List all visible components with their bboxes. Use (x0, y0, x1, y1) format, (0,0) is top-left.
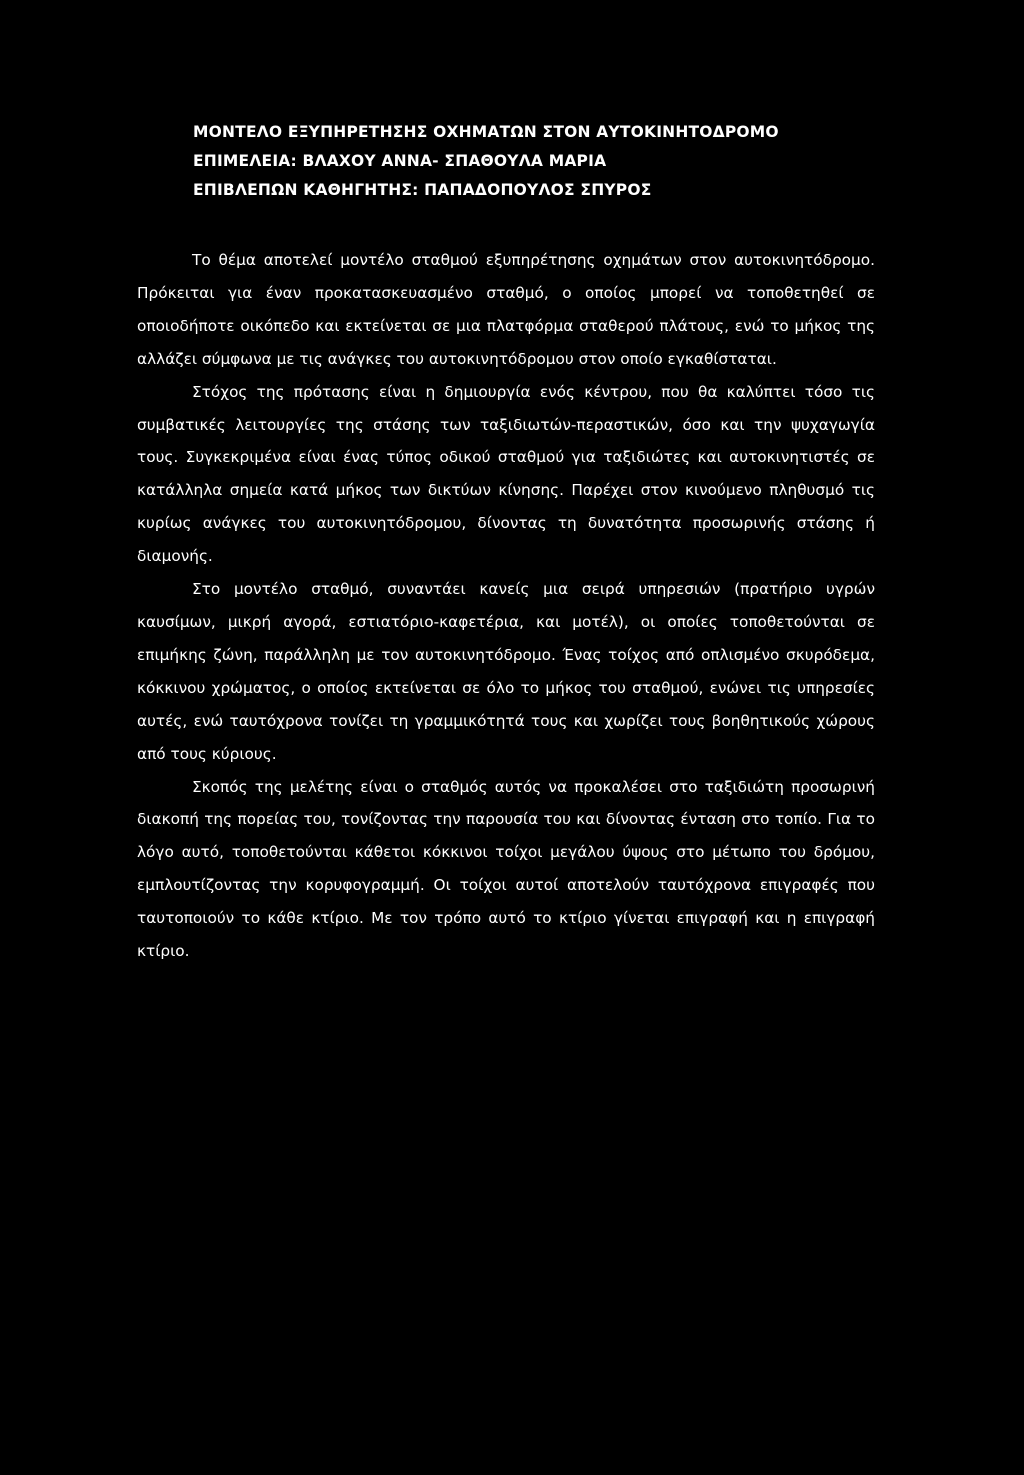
paragraph-4: Σκοπός της μελέτης είναι ο σταθμός αυτός να προκαλέσει στο ταξιδιώτη προσωρινή διακοπή της πορείας του, τονίζοντας την παρουσία του και δίνοντας ένταση στο τοπίο. Για το λόγο αυτό, τοποθετούνται κάθετοι κόκκινοι τοίχοι μεγάλου ύψους στο μέτωπο του δρόμου, εμπλουτίζοντας την κορυφογραμμή. Οι τοίχοι αυτοί αποτελούν ταυτόχρονα επιγραφές που ταυτοποιούν το κάθε κτίριο. Με τον τρόπο αυτό το κτίριο γίνεται επιγραφή και η επιγραφή κτίριο. (137, 777, 875, 961)
document-title: ΜΟΝΤΕΛΟ ΕΞΥΠΗΡΕΤΗΣΗΣ ΟΧΗΜΑΤΩΝ ΣΤΟΝ ΑΥΤΟΚΙΝΗΤΟΔΡΟΜΟ (193, 123, 779, 141)
document-header (193, 118, 893, 205)
authors-line: ΕΠΙΜΕΛΕΙΑ: ΒΛΑΧΟΥ ΑΝΝΑ- ΣΠΑΘΟΥΛΑ ΜΑΡΙΑ (193, 152, 607, 170)
paragraph-3: Στο μοντέλο σταθμό, συναντάει κανείς μια σειρά υπηρεσιών (πρατήριο υγρών καυσίμων, μικρή αγορά, εστιατόριο-καφετέρια, και μοτέλ), οι οποίες τοποθετούνται σε επιμήκης ζώνη, παράλληλη με τον αυτοκινητόδρομο. Ένας τοίχος από οπλισμένο σκυρόδεμα, κόκκινου χρώματος, ο οποίος εκτείνεται σε όλο το μήκος του σταθμού, ενώνει τις υπηρεσίες αυτές, ενώ ταυτόχρονα τονίζει τη γραμμικότητά τους και χωρίζει τους βοηθητικούς χώρους από τους κύριους. (137, 580, 875, 763)
paragraph-2: Στόχος της πρότασης είναι η δημιουργία ενός κέντρου, που θα καλύπτει τόσο τις συμβατικές λειτουργίες της στάσης των ταξιδιωτών-περαστικών, όσο και την ψυχαγωγία τους. Συγκεκριμένα είναι ένας τύπος οδικού σταθμού για ταξιδιώτες και αυτοκινητιστές σε κατάλληλα σημεία κατά μήκος των δικτύων κίνησης. Παρέχει στον κινούμενο πληθυσμό τις κυρίως ανάγκες του αυτοκινητόδρομου, δίνοντας τη δυνατότητα προσωρινής στάσης ή διαμονής. (137, 382, 875, 566)
document-body (137, 244, 875, 968)
paragraph-1: Το θέμα αποτελεί μοντέλο σταθμού εξυπηρέτησης οχημάτων στον αυτοκινητόδρομο. Πρόκειται για έναν προκατασκευασμένο σταθμό, ο οποίος μπορεί να τοποθετηθεί σε οποιοδήποτε οικόπεδο και εκτείνεται σε μια πλατφόρμα σταθερού πλάτους, ενώ το μήκος της αλλάζει σύμφωνα με τις ανάγκες του αυτοκινητόδρομου στον οποίο εγκαθίσταται. (137, 251, 875, 368)
supervisor-line: ΕΠΙΒΛΕΠΩΝ ΚΑΘΗΓΗΤΗΣ: ΠΑΠΑΔΟΠΟΥΛΟΣ ΣΠΥΡΟΣ (193, 181, 652, 199)
